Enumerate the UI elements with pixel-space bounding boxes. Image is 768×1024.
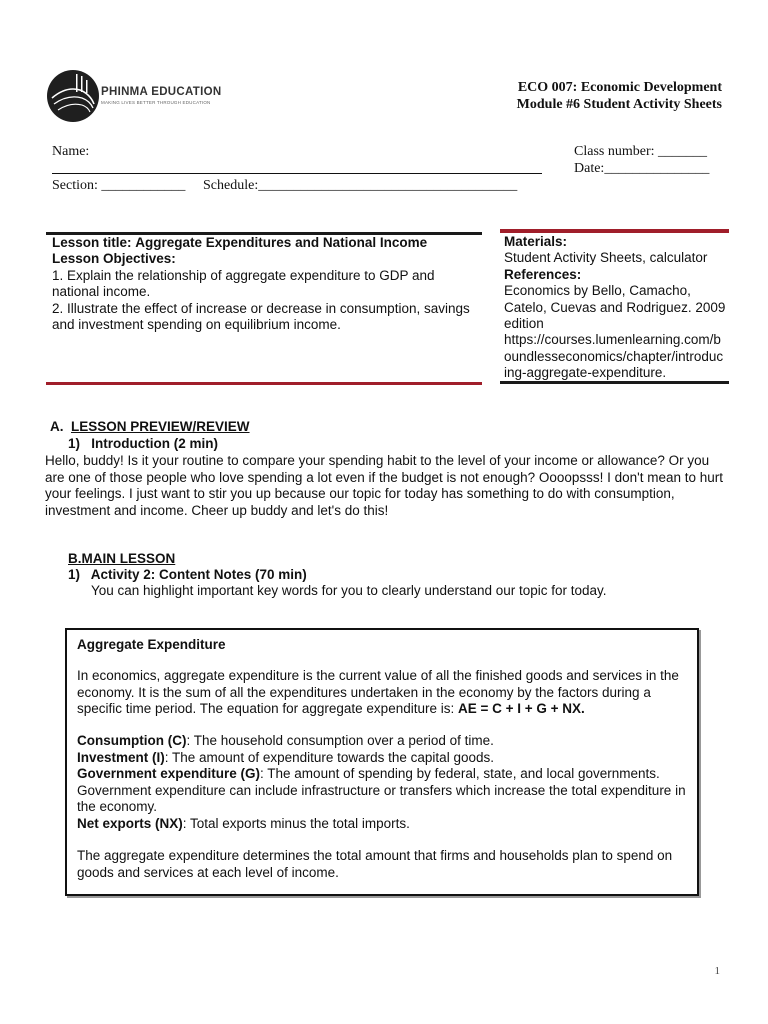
investment-def: [77, 750, 689, 767]
phinma-logo: [46, 68, 256, 128]
bottom-divider: [46, 382, 482, 385]
materials-label: Materials:: [504, 234, 568, 249]
objective-1: 1. Explain the relationship of aggregate expenditure to GDP and national income.: [52, 267, 435, 300]
content-intro: [77, 668, 689, 718]
consumption-label: Consumption (C): [77, 733, 187, 748]
objective-2: 2. Illustrate the effect of increase or decrease in consumption, savings and investment spending on equilibrium income.: [52, 300, 470, 333]
page-number: 1: [714, 965, 720, 977]
section-a-heading: [50, 419, 250, 434]
class-number-label[interactable]: Class number: _______: [574, 144, 707, 159]
government-label: Government expenditure (G): [77, 766, 261, 781]
section-b-heading: B.MAIN LESSON: [68, 551, 176, 566]
name-line[interactable]: [52, 173, 542, 174]
references-text: Economics by Bello, Camacho, Catelo, Cuevas and Rodriguez. 2009 edition: [504, 283, 726, 332]
date-label[interactable]: Date:_______________: [574, 161, 710, 176]
materials-text: Student Activity Sheets, calculator: [504, 250, 708, 266]
section-label[interactable]: Section: ____________: [52, 178, 186, 193]
name-label: Name:: [52, 144, 90, 159]
intro-text: In economics, aggregate expenditure is the current value of all the finished goods and services in the economy. It is the sum of all the expenditures undertaken in the economy by the factors during a specific time period. The equation for aggregate expenditure is:: [77, 668, 679, 716]
consumption-def: [77, 733, 689, 750]
ae-equation: AE = C + I + G + NX.: [458, 701, 585, 716]
course-title: [517, 79, 722, 113]
section-a-letter: A.: [50, 419, 64, 434]
lesson-title-row: [52, 235, 477, 251]
introduction-subheading: 1) Introduction (2 min): [68, 436, 218, 451]
consumption-text: : The household consumption over a period of time.: [186, 733, 494, 748]
schedule-label[interactable]: Schedule:_____________________________________: [203, 178, 518, 193]
reference-link[interactable]: https://courses.lumenlearning.com/boundlesseconomics/chapter/introducing-aggregate-expenditure.: [504, 332, 724, 381]
government-text: : The amount of spending by federal, state, and local governments. Government expenditure can include infrastructure or transfers which increase the total expenditure in the economy.: [77, 766, 686, 814]
introduction-text: Hello, buddy! Is it your routine to compare your spending habit to the level of your income or allowance? Or you are one of those people who love spending a lot even if the budget is not enough? Oooopsss! I don't mean to hurt your feelings. I just want to stir you up because our topic for today has something to do with consumption, investment and income. Cheer up buddy and let's do this!: [45, 453, 724, 518]
section-a-title: LESSON PREVIEW/REVIEW: [71, 419, 250, 434]
netexports-label: Net exports (NX): [77, 815, 183, 831]
references-label: References:: [504, 266, 582, 282]
course-code-title: ECO 007: Economic Development: [517, 80, 722, 95]
investment-text: : The amount of expenditure towards the capital goods.: [164, 749, 494, 765]
bottom-divider: [500, 381, 729, 384]
government-def: [77, 766, 689, 816]
top-divider: [500, 229, 729, 233]
lesson-info-box: [46, 232, 482, 385]
netexports-text: : Total exports minus the total imports.: [182, 815, 410, 831]
activity-subheading: 1) Activity 2: Content Notes (70 min): [68, 567, 307, 582]
content-title: Aggregate Expenditure: [77, 637, 226, 652]
closing-text: The aggregate expenditure determines the total amount that firms and households plan to spend on goods and services at each level of income.: [77, 848, 673, 880]
materials-box: [500, 229, 729, 384]
activity-instruction: You can highlight important key words for you to clearly understand our topic for today.: [91, 583, 607, 598]
logo-name: PHINMA EDUCATION: [101, 86, 222, 98]
lesson-title-label: Lesson title:: [52, 235, 132, 250]
module-title: Module #6 Student Activity Sheets: [516, 97, 722, 112]
netexports-def: [77, 816, 689, 833]
logo-tagline: MAKING LIVES BETTER THROUGH EDUCATION: [101, 100, 211, 105]
lesson-objectives-label: Lesson Objectives:: [52, 251, 176, 267]
content-notes-box: [65, 628, 699, 896]
investment-label: Investment (I): [77, 749, 165, 765]
lesson-title: Aggregate Expenditures and National Income: [135, 235, 428, 250]
